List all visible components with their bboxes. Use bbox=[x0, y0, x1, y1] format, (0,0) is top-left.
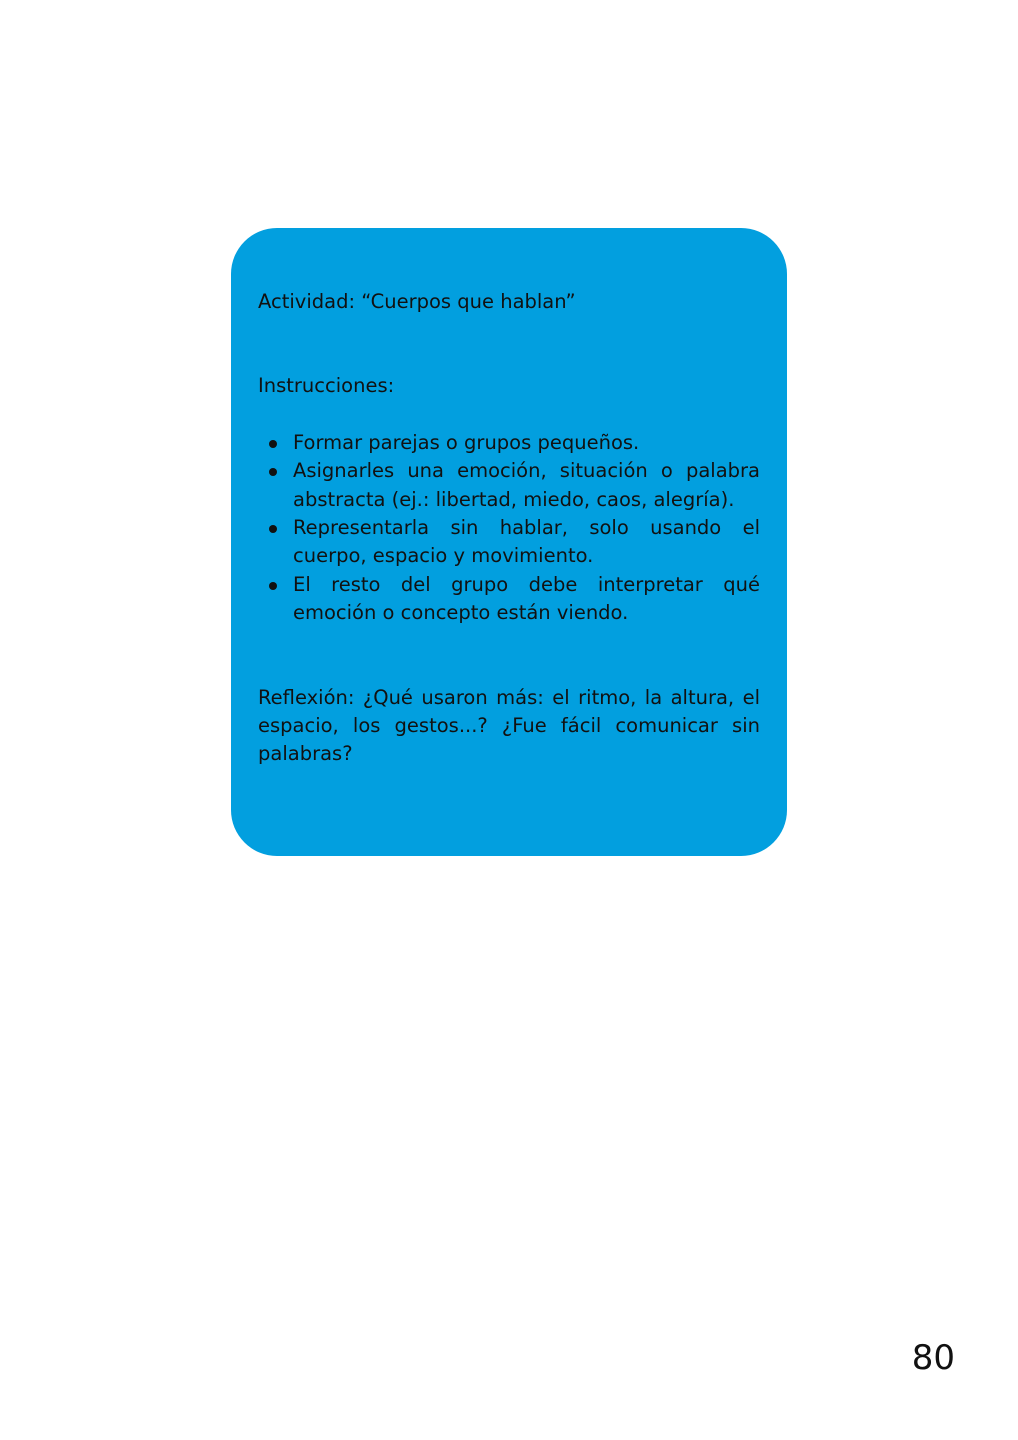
list-item bbox=[258, 457, 760, 514]
list-item bbox=[258, 429, 760, 457]
instruction-text: Representarla sin hablar, solo usando el cuerpo, espacio y movimiento. bbox=[293, 516, 760, 568]
reflection-text: Reflexión: ¿Qué usaron más: el ritmo, la altura, el espacio, los gestos...? ¿Fue fácil comunicar sin palabras? bbox=[258, 685, 760, 766]
instructions-list bbox=[258, 429, 760, 628]
activity-title: Actividad: “Cuerpos que hablan” bbox=[258, 290, 576, 313]
card-content bbox=[258, 288, 760, 769]
bullet-icon bbox=[269, 525, 277, 533]
bullet-icon bbox=[269, 468, 277, 476]
instruction-text: Asignarles una emoción, situación o palabra abstracta (ej.: libertad, miedo, caos, alegría). bbox=[293, 459, 760, 511]
list-item bbox=[258, 514, 760, 571]
page-number: 80 bbox=[911, 1338, 955, 1378]
instructions-heading: Instrucciones: bbox=[258, 374, 395, 398]
instruction-text: Formar parejas o grupos pequeños. bbox=[293, 430, 640, 454]
bullet-icon bbox=[269, 440, 277, 448]
bullet-icon bbox=[269, 582, 277, 590]
activity-card bbox=[231, 228, 787, 856]
list-item bbox=[258, 571, 760, 628]
instruction-text: El resto del grupo debe interpretar qué emoción o concepto están viendo. bbox=[293, 572, 760, 625]
